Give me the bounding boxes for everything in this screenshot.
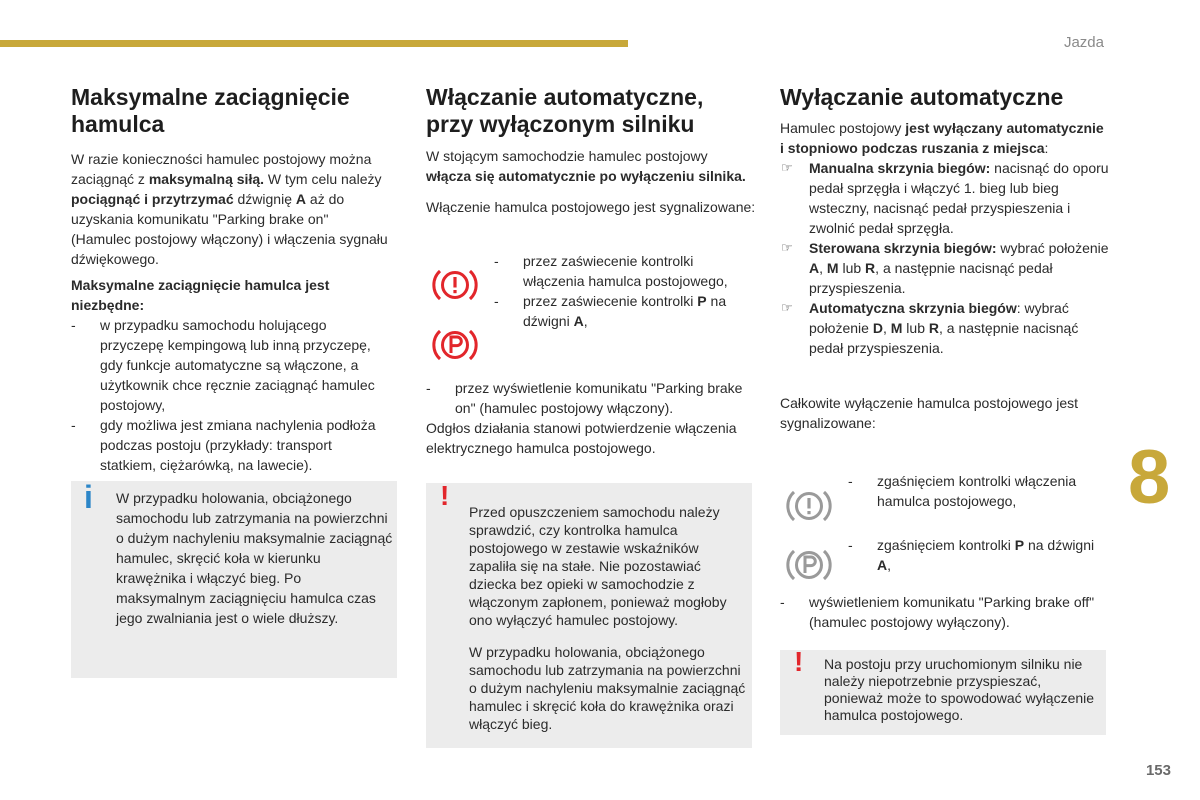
list-item: - przez zaświecenie kontrolki włączenia hamulca postojowego, bbox=[494, 253, 728, 289]
list-item: ☞ Automatyczna skrzynia biegów: wybrać położenie D, M lub R, a następnie nacisnąć pedał przyspieszenia. bbox=[781, 300, 1079, 356]
warning-icon: ! bbox=[794, 646, 804, 677]
list-item: - przez wyświetlenie komunikatu "Parking brake on" (hamulec postojowy włączony). bbox=[426, 380, 743, 416]
section-heading: Maksymalne zaciągnięcie hamulca bbox=[71, 84, 350, 137]
parking-p-icon bbox=[431, 325, 479, 365]
info-icon: i bbox=[84, 479, 93, 515]
parking-p-off-icon bbox=[785, 545, 833, 585]
gearbox-list bbox=[780, 158, 1110, 358]
list-item: - w przypadku samochodu holującego przyczepę kempingową lub inną przyczepę, gdy funkcje automatyczne są włączone, a użytkownik chce ręcznie zaciągnąć hamulec postojowy, bbox=[71, 317, 375, 413]
warning-box bbox=[426, 480, 752, 748]
release-signal-1 bbox=[848, 471, 1110, 511]
necessary-heading: Maksymalne zaciągnięcie hamulca jest niezbędne: bbox=[71, 277, 330, 313]
column-auto-release bbox=[780, 84, 1110, 433]
info-text: W przypadku holowania, obciążonego samochodu lub zatrzymania na powierzchni o dużym nachyleniu maksymalnie zaciągnąć hamulec, skręcić koła w kierunku krawężnika i włączyć bieg. Po maksymalnym zaciągnięciu hamulca czas jego zwalniania jest o wiele dłuższy. bbox=[116, 490, 393, 626]
warning-text: Na postoju przy uruchomionym silniku nie należy niepotrzebnie przyspieszać, ponieważ może to spowodować wyłączenie hamulca postojowego. bbox=[824, 656, 1095, 723]
warning-box bbox=[780, 646, 1106, 735]
header-accent-bar bbox=[0, 40, 628, 47]
intro-paragraph: W razie konieczności hamulec postojowy można zaciągnąć z maksymalną siłą. W tym celu należy pociągnąć i przytrzymać dźwignię A aż do uzyskania komunikatu "Parking brake on" (Hamulec postojowy włączony) i włączenia sygnału dźwiękowego. bbox=[71, 151, 388, 267]
sound-paragraph: Odgłos działania stanowi potwierdzenie włączenia elektrycznego hamulca postojowego. bbox=[426, 420, 737, 456]
signal-intro: Włączenie hamulca postojowego jest sygnalizowane: bbox=[426, 199, 756, 215]
intro-paragraph: Hamulec postojowy jest wyłączany automatycznie i stopniowo podczas ruszania z miejsca: bbox=[780, 120, 1104, 156]
intro-paragraph: W stojącym samochodzie hamulec postojowy włącza się automatycznie po wyłączeniu silnika. bbox=[426, 148, 746, 184]
release-signal-3 bbox=[780, 592, 1100, 632]
list-item: - przez zaświecenie kontrolki P na dźwigni A, bbox=[494, 293, 727, 329]
section-heading: Wyłączanie automatyczne bbox=[780, 84, 1064, 110]
info-box bbox=[71, 481, 397, 678]
signal-list-message bbox=[426, 378, 746, 458]
page-number: 153 bbox=[1145, 762, 1171, 779]
list-item: ☞ Sterowana skrzynia biegów: wybrać położenie A, M lub R, a następnie nacisnąć pedał przyspieszenia. bbox=[781, 240, 1109, 296]
brake-warning-off-icon bbox=[785, 486, 833, 526]
list-item: - zgaśnięciem kontrolki włączenia hamulca postojowego, bbox=[848, 473, 1077, 509]
chapter-number: 8 bbox=[1128, 435, 1171, 520]
list-item: - zgaśnięciem kontrolki P na dźwigni A, bbox=[848, 537, 1095, 573]
release-intro: Całkowite wyłączenie hamulca postojowego jest sygnalizowane: bbox=[780, 395, 1079, 431]
list-item: - gdy możliwa jest zmiana nachylenia podłoża podczas postoju (przykłady: transport statkiem, ciężarówką, na lawecie). bbox=[71, 417, 376, 473]
necessary-list bbox=[71, 315, 391, 475]
list-item: - wyświetleniem komunikatu "Parking brake off" (hamulec postojowy wyłączony). bbox=[780, 594, 1095, 630]
signal-list-lamps bbox=[494, 251, 756, 331]
section-heading: Włączanie automatyczne, przy wyłączonym silniku bbox=[426, 84, 704, 137]
release-signal-2 bbox=[848, 535, 1110, 575]
list-item: ☞ Manualna skrzynia biegów: nacisnąć do oporu pedał sprzęgła i włączyć 1. bieg lub bieg wsteczny, nacisnąć pedał przyspieszenia i zwolnić pedał sprzęgła. bbox=[781, 160, 1109, 236]
warning-text: Przed opuszczeniem samochodu należy sprawdzić, czy kontrolka hamulca postojowego w zestawie wskaźników zapaliła się na stałe. Nie pozostawiać dziecka bez opieki w samochodzie z włączonym zapłonem, ponieważ mogłoby ono wyłączyć hamulec postojowy. W przypadku holowania, obciążonego samochodu lub zatrzymania na powierzchni o dużym nachyleniu maksymalnie zaciągnąć hamulec i skręcić koła do krawężnika orazi włączyć bieg. bbox=[469, 504, 746, 732]
warning-icon: ! bbox=[440, 480, 450, 511]
section-title: Jazda bbox=[1063, 34, 1104, 51]
column-max-brake bbox=[71, 84, 391, 475]
column-auto-apply bbox=[426, 84, 756, 217]
brake-warning-icon bbox=[431, 265, 479, 305]
